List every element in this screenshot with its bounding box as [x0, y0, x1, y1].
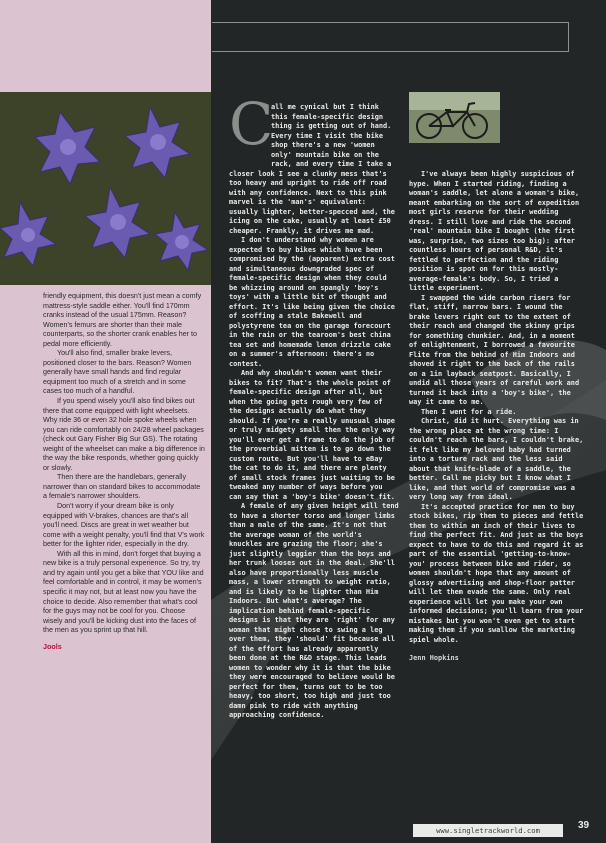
left-paragraph: Don't worry if your dream bike is only equipped with V-brakes, chances are that's all you'll need. Discs are great in wet weather but come with a weight penalty, you'll find that V's work better for the lighter rider, especially in the dry. [43, 502, 205, 549]
header-rule-box [212, 22, 569, 52]
article-column-right [409, 170, 587, 664]
article-author-signature: Jenn Hopkins [409, 654, 459, 662]
left-paragraph: Then there are the handlebars, generally narrower than on standard bikes to accommodate a female's narrower shoulders. [43, 473, 201, 501]
footer-website-link[interactable]: www.singletrackworld.com [436, 826, 540, 835]
bellflowers-photo [0, 92, 211, 285]
left-paragraph: If you spend wisely you'll also find bikes out there that come equipped with light wheelsets. Why ride 36 or even 32 hole spoke wheels when you can ride comfortably on 24/28 wheel packages (check out Gary Fisher Big Sur GS). The rotating weight of the wheelset can make a big difference in the way the bike responds, whether going quickly or slowly. [43, 397, 205, 472]
left-paragraph: You'll also find, smaller brake levers, positioned closer to the bars. Reason? Women generally have small hands and find regular equipment too much of a stretch and in some cases too much of a handful. [43, 349, 192, 396]
article-paragraph: It's accepted practice for men to buy stock bikes, rip them to pieces and fettle them to within an inch of their lives to find the perfect fit. And just as the boys expect to have to do this and regard it as part of the essential 'getting-to-know-you' process between bike and rider, so women shouldn't hope that any amount of glossy advertising and shop-floor patter will let them evade the same. Only real experience will let you make your own informed decisions; you'll learn from your mistakes but you won't even get to start making them if you swallow the marketing spiel whole. [409, 502, 584, 644]
article-column-middle [229, 103, 399, 721]
left-paragraph: friendly equipment, this doesn't just mean a comfy mattress-style saddle either. You'll find 170mm cranks instead of the usual 175mm. Reason? Women's femurs are shorter than their male counterparts, so the shorter crank enables her to pedal more efficiently. [43, 292, 202, 348]
article-paragraph: Christ, did it hurt. Everything was in the wrong place at the wrong time: I couldn't reach the bars, I couldn't brake, it felt like my beloved baby had turned into a torture rack and the less said about that knife-blade of a saddle, the better. Call me picky but I know what I like, and that world of compromise was a very long way from ideal. [409, 417, 584, 501]
drop-cap-space [229, 103, 271, 167]
article-paragraph: Then I went for a ride. [421, 407, 517, 416]
left-column-text [43, 292, 205, 651]
article-paragraph: And why shouldn't women want their bikes to fit? That's the whole point of female-specific design after all, but when the going gets rough very few of the designs actually do what they should. If you're a really unusual shape or truly midgety small then the only way you'll ever get a frame to do the job of the proverbial mitten is to go down the custom route. But you'll have to eBay the cat to do it, and there are plenty of small stock frames just waiting to be tweaked any number of ways before you can say that a 'boy's bike' doesn't fit. [229, 369, 395, 501]
article-paragraph: I've always been highly suspicious of hype. When I started riding, finding a woman's saddle, let alone a woman's bike, meant embarking on the sort of expedition most girls reserve for their wedding dress. I still love and ride the second 'real' mountain bike I bought (the first was, surprise, two sizes too big): after countless hours of personal R&D, it's fettled to perfection and the riding position is spot on for this mostly-average-female's body. So, I tried a little experiment. [409, 170, 580, 292]
article-paragraph: A female of any given height will tend to have a shorter torso and longer limbs than a male of the same. It's not that the average woman of the world's knuckles are grazing the floor; she's just slightly leggier than the boys and her trunk looses out in the deal. She'll also have proportionally less muscle mass, a lower strength to weight ratio, and is likely to be lighter than Him Indoors. But what's average? The implication behind female-specific designs is that they are 'right' for any woman that might chose to swing a leg over them, they 'should' fit because all of the effort has already apparently been done at the R&D stage. This leads women to wonder why it is that the bike they were encouraged to believe would be perfect for them, turns out to be too heavy, too short, too high and just too damn pink to ride with anything approaching confidence. [229, 502, 399, 719]
article-paragraph [229, 103, 399, 236]
article-paragraph-text: all me cynical but I think this female-specific design thing is getting out of hand. Every time I visit the bike shop there's a new 'women only' mountain bike on the rack, and every time I take a closer look I see a clunky mess that's too heavy and upright to ride off road with any confidence. Next to this pink marvel is the 'man's' equivalent: usually lighter, better-specced and, the icing on the cake, usually at least £50 cheaper. Frankly, it drives me mad. [229, 103, 395, 235]
article-paragraph: I swapped the wide carbon risers for flat, stiff, narrow bars. I wound the brake levers right out to the extent of their reach and changed the skinny grips for something chunkier. And, in a moment of enlightenment, I borrowed a favourite Flite from the behind of Him Indoors and shoved it right to the back of the rails on a 1in layback seatpost. Basically, I undid all those years of careful work and turned it back into a 'boy's bike', the way it came to me. [409, 293, 580, 406]
page-number: 39 [578, 820, 590, 831]
left-paragraph: With all this in mind, don't forget that buying a new bike is a truly personal experience. So try, try and try again until you get a bike that YOU like and feel comfortable and in control, it may be women's specific it may not, but at least now you have the choice to decide. Also remember that what's cool for the guys may not be cool for you. Choose wisely and you'll be kicking dust into the faces of the men as you sprint up that hill. [43, 549, 204, 635]
article-paragraph: I don't understand why women are expected to buy bikes which have been compromised by the (apparent) extra cost and simultaneous downgraded spec of female-specific design when they could be whizzing around on spangly 'boy's toys' with a little bit of thought and effort. It's like being given the choice of scoffing a stale Bakewell and polystyrene tea on the garage forecourt in the rain or the tearoom's best china tea set and homemade lemon drizzle cake on a summer's afternoon: there's no contest. [229, 236, 395, 368]
mountain-bike-photo [409, 92, 500, 143]
left-author-signature: Jools [43, 641, 62, 651]
drop-cap-letter: C [229, 90, 274, 158]
